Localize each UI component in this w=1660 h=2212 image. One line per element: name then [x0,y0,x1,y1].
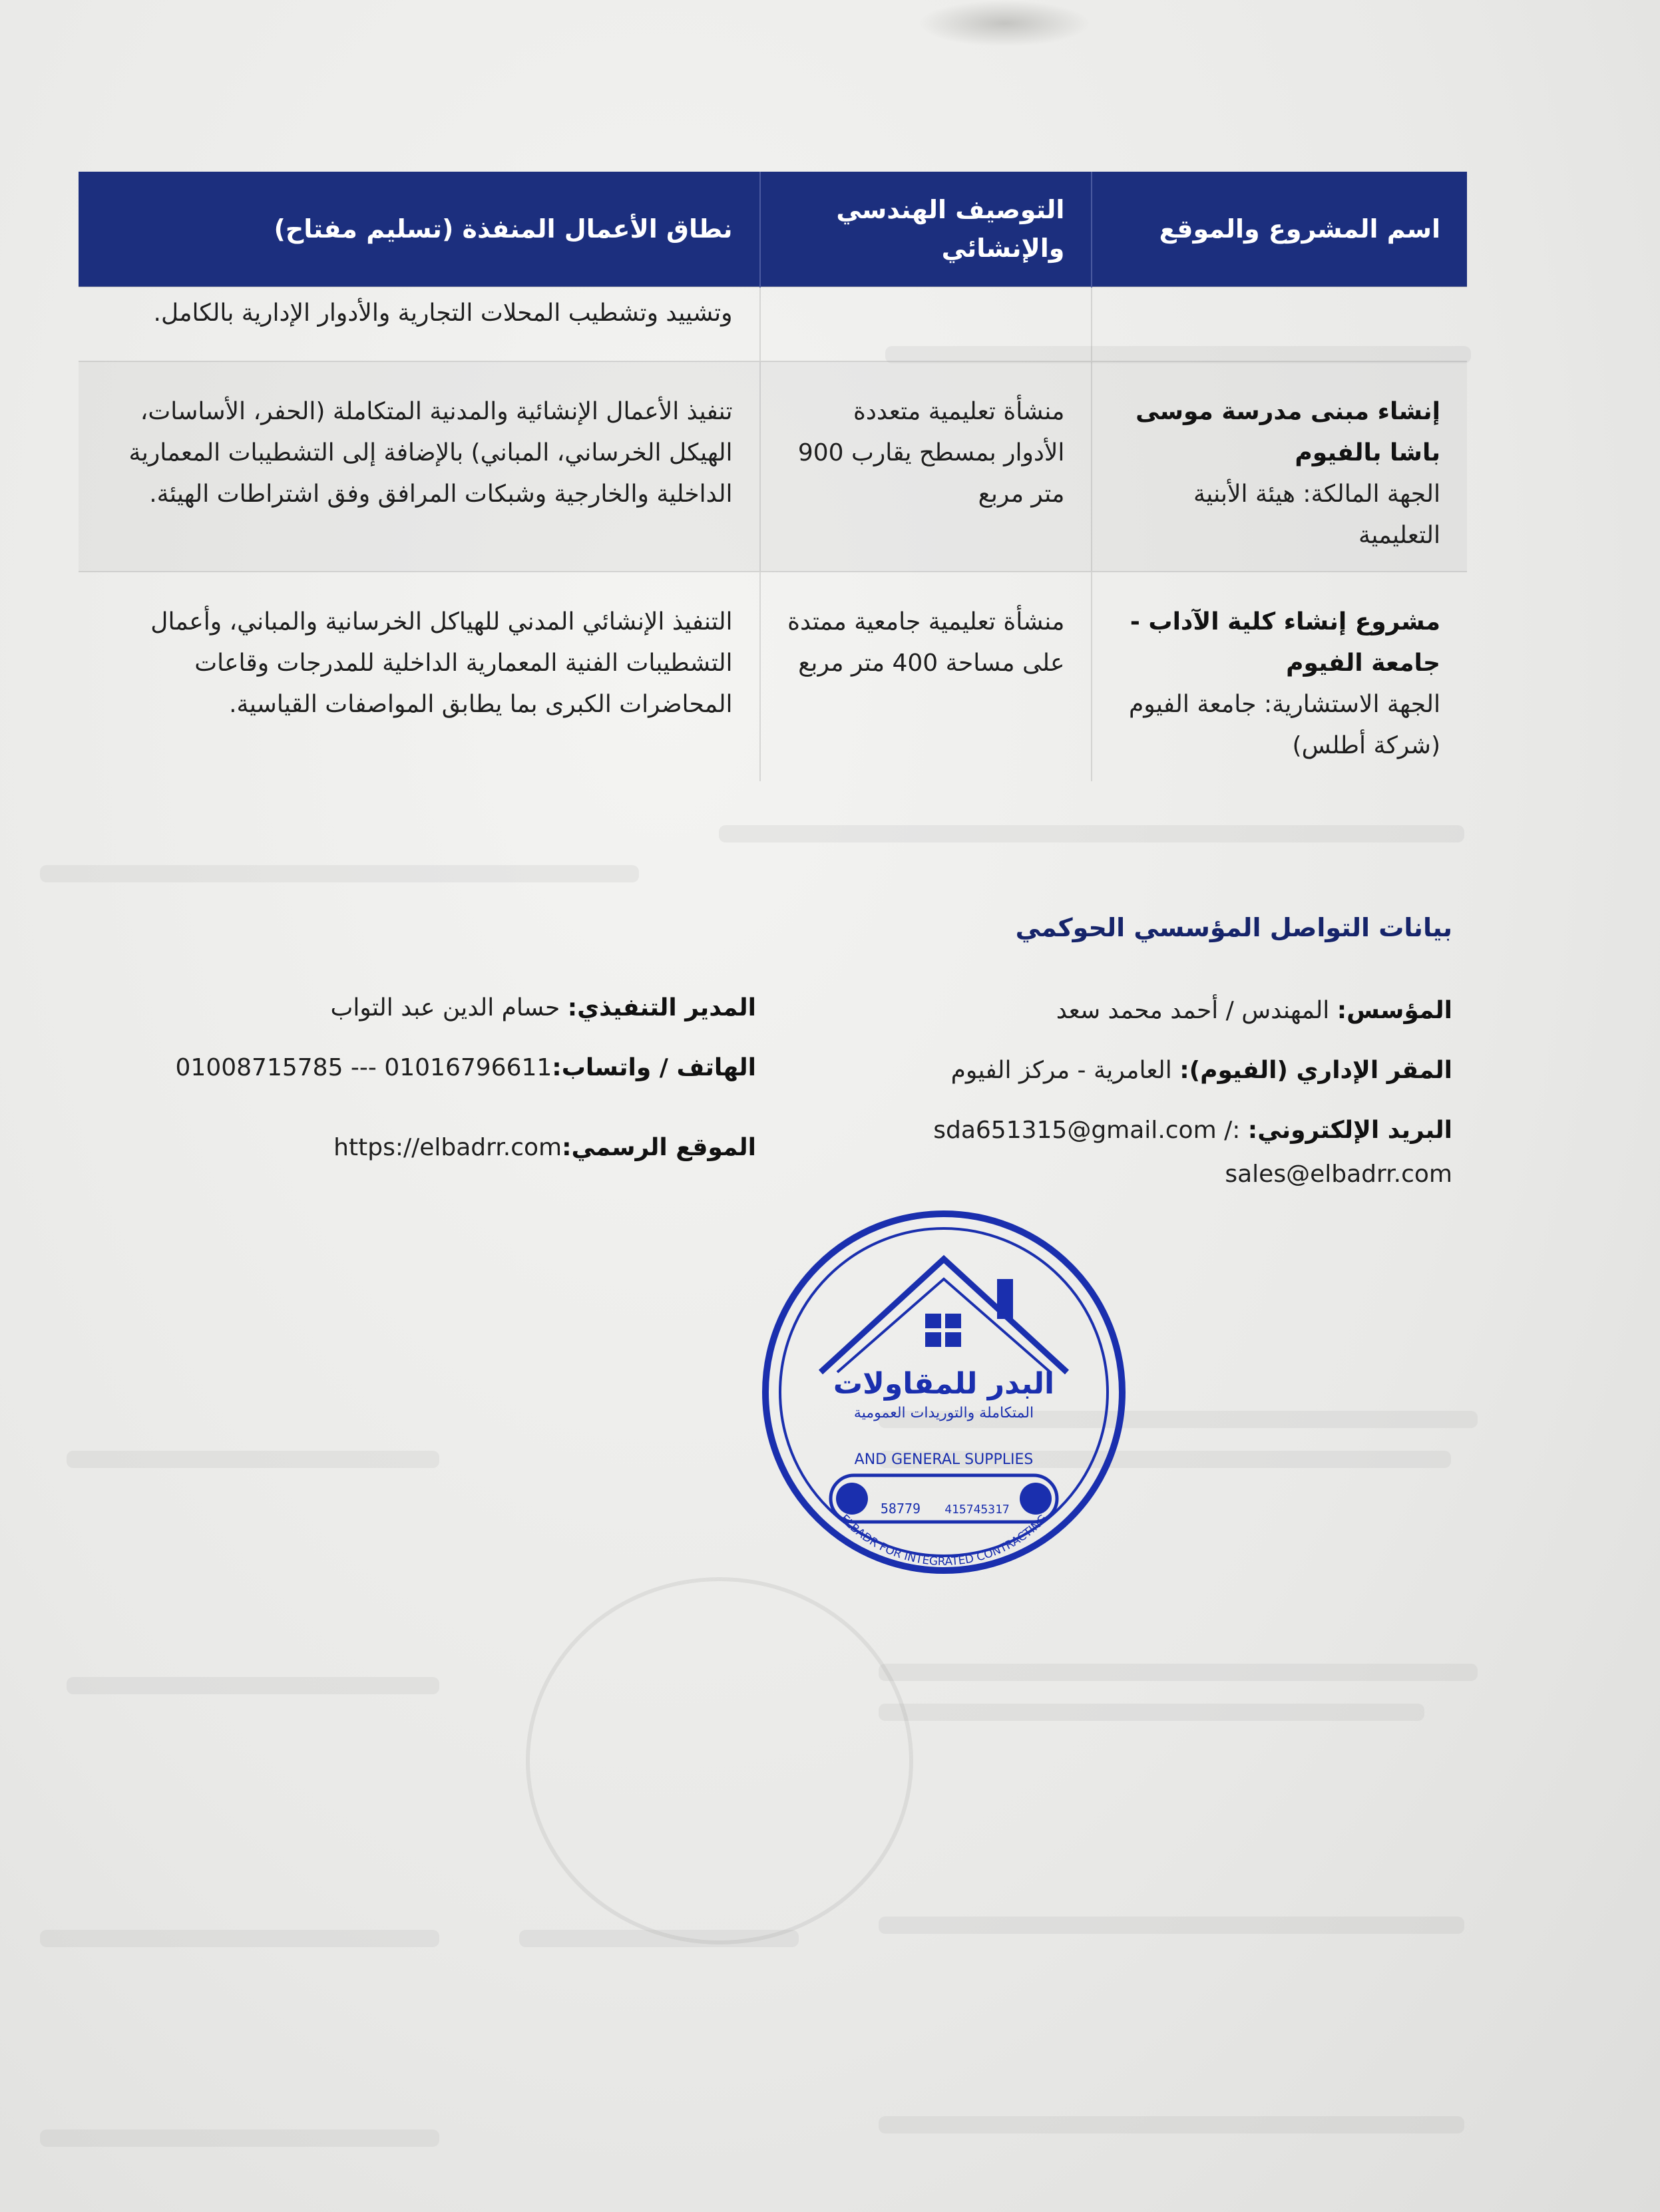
table-cell-description [760,361,1092,572]
project-owner: الجهة المالكة: هيئة الأبنية التعليمية [1193,480,1440,549]
phone-value[interactable]: 01008715785 --- 01016796611 [175,1054,552,1081]
bleed-through-mark [879,1704,1424,1721]
table-header-row [79,172,1467,287]
ceo-line [330,994,756,1021]
table-cell-empty [760,287,1092,361]
project-scope: التنفيذ الإنشائي المدني للهياكل الخرسانية والمباني، وأعمال التشطيبات الفنية المعمارية الداخلية للمدرجات وقاعات المحاضرات الكبرى بما يطابق المواصفات القياسية. [150,608,733,718]
project-scope: تنفيذ الأعمال الإنشائية والمدنية المتكاملة (الحفر، الأساسات، الهيكل الخرساني، المباني) بالإضافة إلى التشطيبات المعمارية الداخلية والخارجية وشبكات المرافق وفق اشتراطات الهيئة. [128,398,733,508]
header-scope: نطاق الأعمال المنفذة (تسليم مفتاح) [79,172,760,287]
email-line [933,1117,1452,1144]
project-name: مشروع إنشاء كلية الآداب - جامعة الفيوم [1130,608,1440,677]
table-cell-project [1092,361,1467,572]
stamp-name-ar: البدر للمقاولات [833,1367,1055,1401]
phone-label: الهاتف / واتساب: [552,1054,756,1081]
stamp-subtitle-ar: المتكاملة والتوريدات العمومية [853,1405,1034,1421]
email-label: البريد الإلكتروني: [1247,1117,1452,1144]
email-value[interactable]: sda651315@gmail.com /: [933,1117,1241,1144]
contact-section-title: بيانات التواصل المؤسسي الحوكمي [1015,913,1452,942]
table-row [79,361,1467,572]
project-name: إنشاء مبنى مدرسة موسى باشا بالفيوم [1136,398,1440,466]
hq-value: العامرية - مركز الفيوم [950,1057,1172,1084]
website-label: الموقع الرسمي: [562,1134,756,1161]
emblem-icon [1020,1483,1052,1515]
project-description: منشأة تعليمية متعددة الأدوار بمسطح يقارب 900 متر مربع [797,398,1065,508]
table-cell-project [1092,572,1467,781]
chimney-icon [997,1279,1013,1319]
bleed-through-mark [879,1664,1478,1681]
email-value-2[interactable]: sales@elbadrr.com [1225,1161,1452,1188]
stamp-name-en-1: ELBADR FOR INTEGRATED CONTRACTING [837,1512,1050,1569]
bleed-through-mark [67,1451,439,1468]
bleed-through-mark [879,2116,1464,2133]
table-cell-description [760,572,1092,781]
bleed-through-mark [40,865,639,882]
website-value[interactable]: https://elbadrr.com [333,1134,562,1161]
paper-fold-shadow [919,0,1092,47]
stamp-tax-number: 415745317 [944,1503,1010,1517]
stamp-name-en-2: AND GENERAL SUPPLIES [854,1451,1034,1468]
company-stamp [757,1206,1130,1578]
email-line-2 [1225,1161,1452,1188]
phone-line [176,1054,756,1081]
header-description: التوصيف الهندسي والإنشائي [760,172,1092,287]
bleed-through-mark [40,1930,439,1947]
ceo-value: حسام الدين عبد التواب [330,994,560,1021]
bleed-through-mark [719,825,1464,842]
header-project-name: اسم المشروع والموقع [1092,172,1467,287]
founder-label: المؤسس: [1337,997,1452,1024]
hq-label: المقر الإداري (الفيوم): [1179,1057,1452,1084]
stamp-reg-number: 58779 [880,1501,921,1517]
hq-line [951,1057,1452,1084]
table-row [79,572,1467,781]
ceo-label: المدير التنفيذي: [567,994,756,1021]
website-line [333,1134,756,1161]
founder-line [1056,997,1452,1024]
table-cell-scope [79,361,760,572]
emblem-icon [836,1483,868,1515]
window-icon [925,1314,961,1347]
table-row-continuation [79,287,1467,361]
bleed-through-mark [40,2129,439,2147]
project-owner: الجهة الاستشارية: جامعة الفيوم (شركة أطلس) [1128,691,1440,759]
bleed-through-mark [879,1917,1464,1934]
project-description: منشأة تعليمية جامعية ممتدة على مساحة 400 متر مربع [787,608,1065,677]
table-cell-scope [79,572,760,781]
bleed-through-stamp [526,1577,913,1944]
table-cell-continuation: وتشييد وتشطيب المحلات التجارية والأدوار الإدارية بالكامل. [79,287,760,361]
founder-value: المهندس / أحمد محمد سعد [1056,997,1330,1024]
bleed-through-mark [67,1677,439,1694]
projects-table [79,172,1467,781]
table-cell-empty [1092,287,1467,361]
